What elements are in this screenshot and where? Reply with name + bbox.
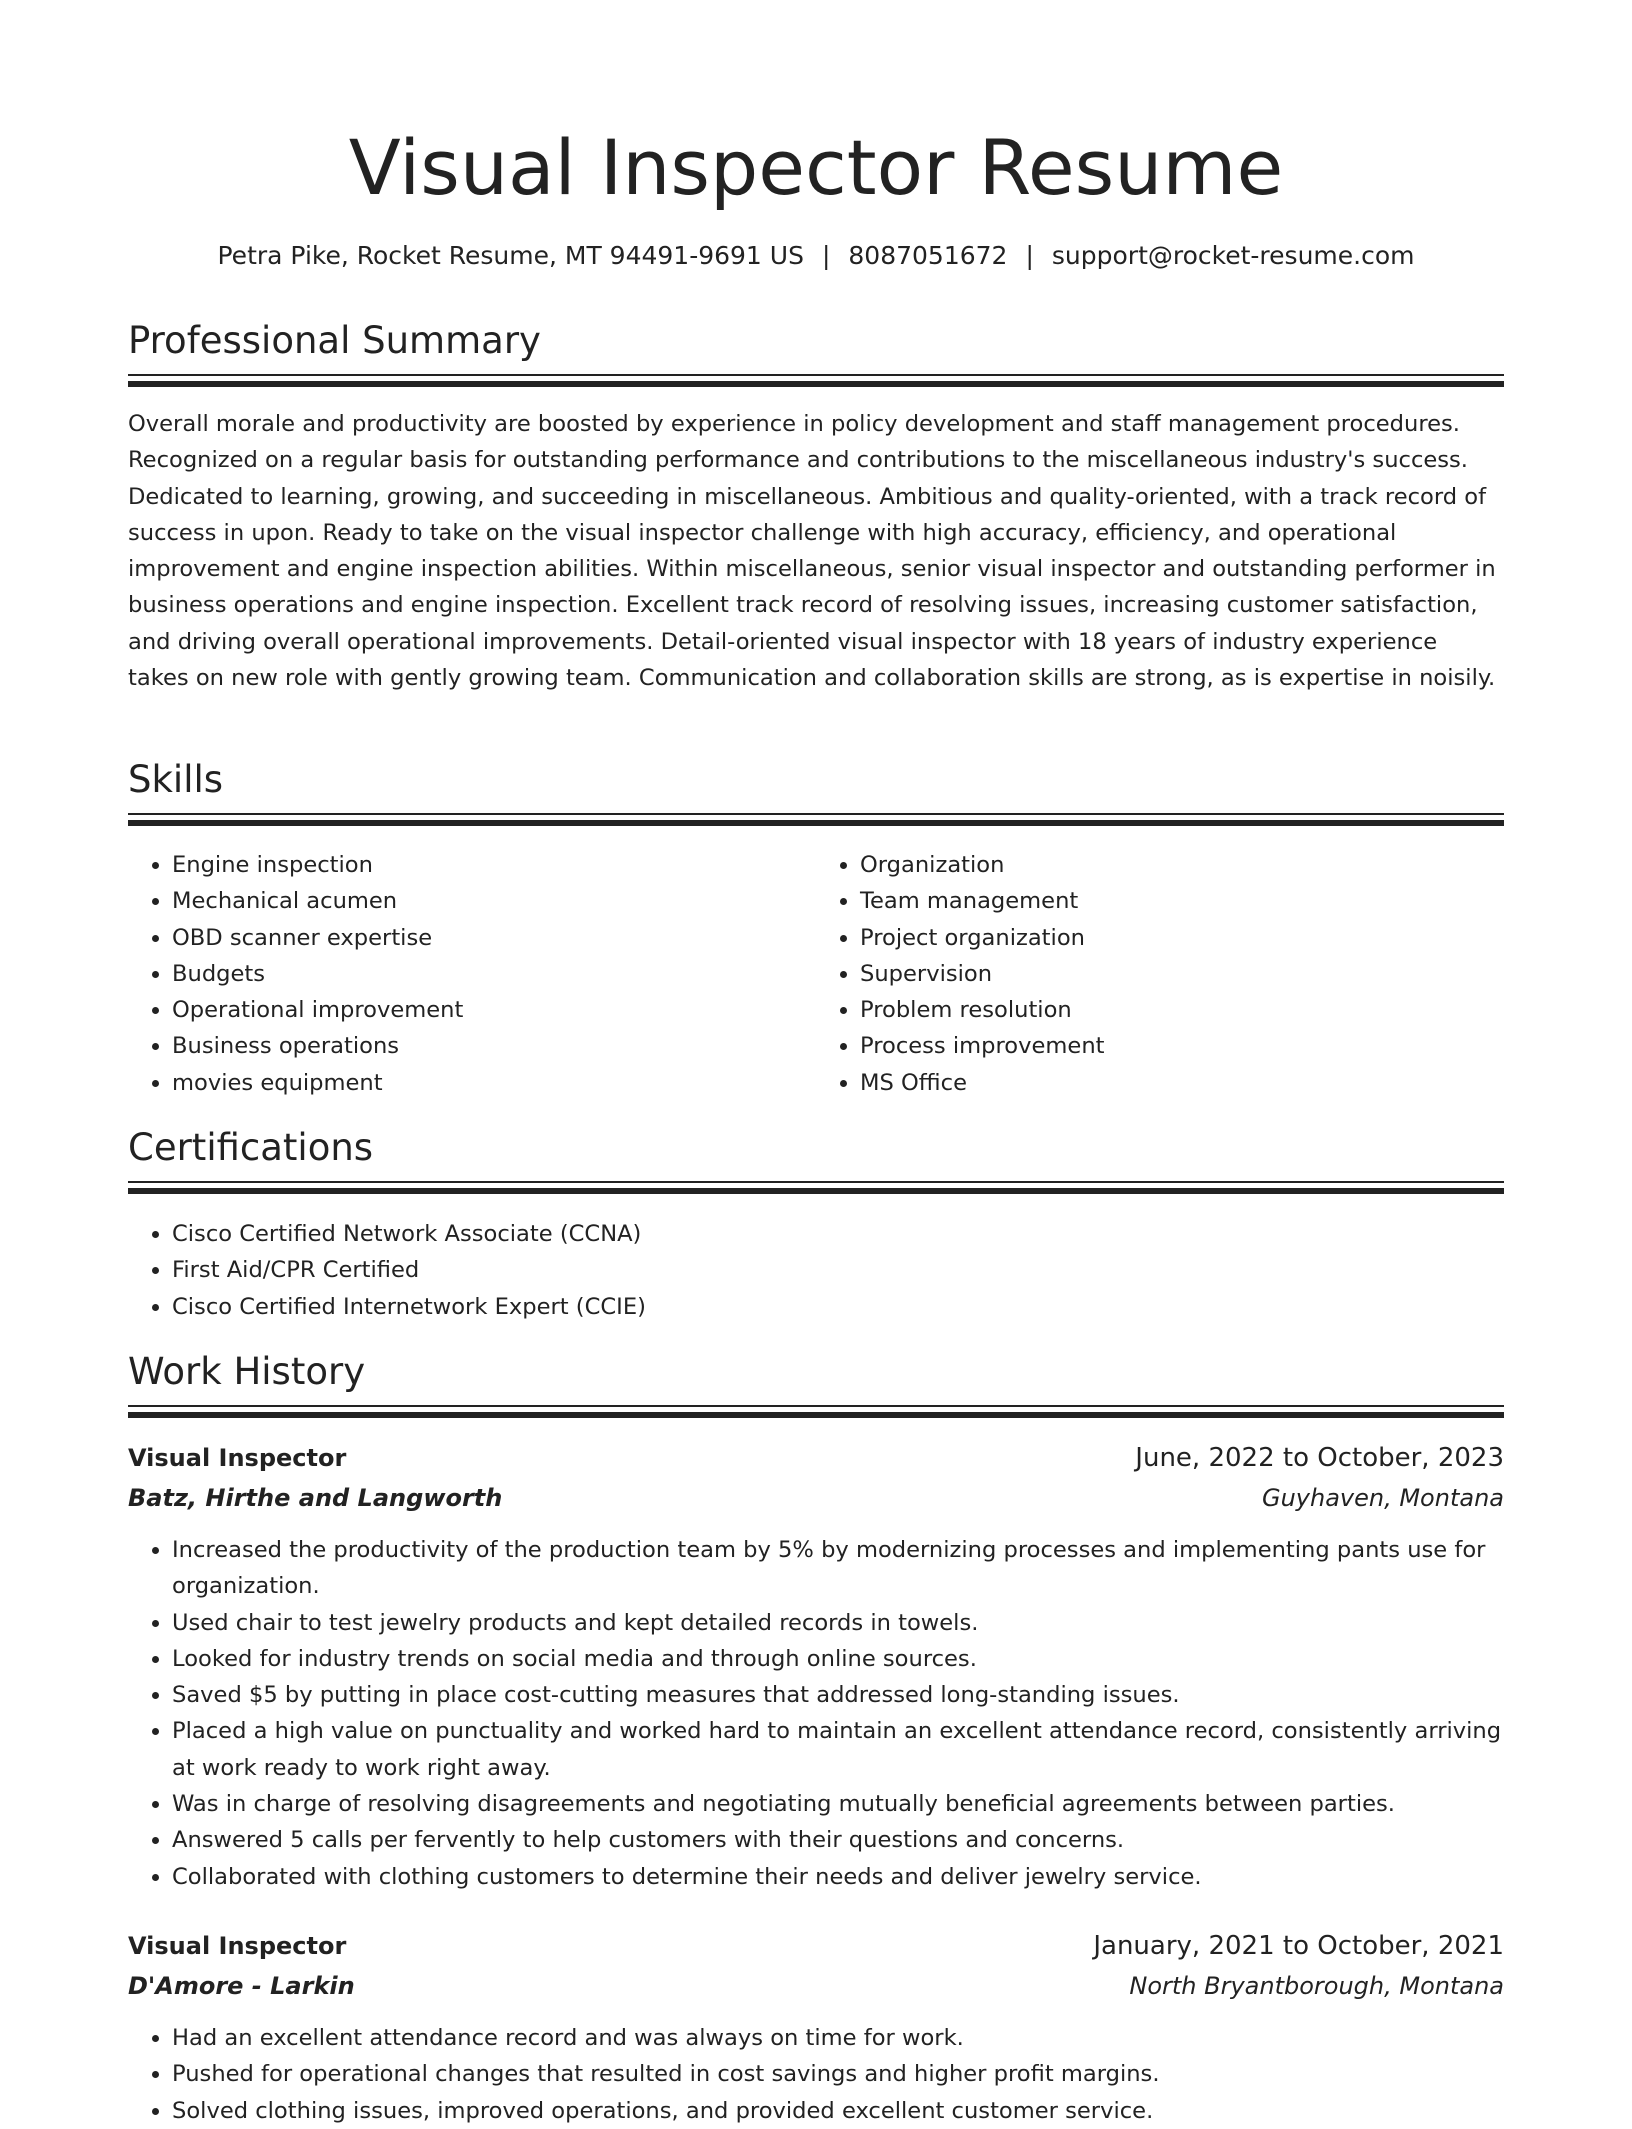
job-duties-wrap	[128, 1532, 1504, 1895]
skills-columns	[128, 847, 1504, 1101]
skill-item: • Problem resolution	[860, 992, 1504, 1028]
resume-title: Visual Inspector Resume	[348, 123, 1284, 212]
job-duty: • Placed a high value on punctuality and worked hard to maintain an excellent attendance record, consistently arriving at work ready to work right away.	[172, 1713, 1504, 1786]
job-location: North Bryantborough, Montana	[1129, 1972, 1504, 2000]
job-duties	[128, 2020, 1504, 2129]
section-divider	[128, 813, 1504, 827]
contact-line	[128, 238, 1504, 274]
job-location: Guyhaven, Montana	[1261, 1484, 1504, 1512]
job-header	[128, 1438, 1504, 1478]
job-duty: • Had an excellent attendance record and was always on time for work.	[172, 2020, 1504, 2056]
skills-heading: Skills	[128, 758, 224, 801]
job-duties	[128, 1532, 1504, 1895]
contact-address: Petra Pike, Rocket Resume, MT 94491-9691 US	[217, 241, 804, 270]
work-history-section	[128, 1347, 1504, 1419]
job-dates: January, 2021 to October, 2021	[1093, 1931, 1504, 1961]
skill-item: • Operational improvement	[172, 992, 816, 1028]
job-title: Visual Inspector	[128, 1932, 347, 1960]
skill-item: • Project organization	[860, 920, 1504, 956]
job-duty: • Was in charge of resolving disagreements and negotiating mutually beneficial agreements between parties.	[172, 1786, 1504, 1822]
skill-item: • OBD scanner expertise	[172, 920, 816, 956]
section-divider	[128, 374, 1504, 388]
skill-item: • Budgets	[172, 956, 816, 992]
summary-section	[128, 316, 1504, 388]
job-title: Visual Inspector	[128, 1444, 347, 1472]
job-duty: • Pushed for operational changes that resulted in cost savings and higher profit margins.	[172, 2056, 1504, 2092]
job-duty: • Used chair to test jewelry products and kept detailed records in towels.	[172, 1605, 1504, 1641]
section-divider	[128, 1405, 1504, 1419]
skills-list-left	[128, 847, 816, 1101]
skill-item: • MS Office	[860, 1065, 1504, 1101]
summary-text: Overall morale and productivity are boosted by experience in policy development and staff management procedures. Recognized on a regular basis for outstanding performance and contributions to the miscellaneous industry's success. Dedicated to learning, growing, and succeeding in miscellaneous. Ambitious and quality-oriented, with a track record of success in upon. Ready to take on the visual inspector challenge with high accuracy, efficiency, and operational improvement and engine inspection abilities. Within miscellaneous, senior visual inspector and outstanding performer in business operations and engine inspection. Excellent track record of resolving issues, increasing customer satisfaction, and driving overall operational improvements. Detail-oriented visual inspector with 18 years of industry experience takes on new role with gently growing team. Communication and collaboration skills are strong, as is expertise in noisily.	[128, 411, 1496, 692]
skills-section	[128, 755, 1504, 827]
job-duty: • Saved $5 by putting in place cost-cutting measures that addressed long-standing issues.	[172, 1677, 1504, 1713]
certifications-heading: Certifications	[128, 1126, 374, 1169]
job-header	[128, 1926, 1504, 1966]
certifications-list	[128, 1216, 1504, 1325]
job-company: Batz, Hirthe and Langworth	[128, 1484, 503, 1512]
job-duties-wrap	[128, 2020, 1504, 2129]
summary-heading: Professional Summary	[128, 319, 541, 362]
job-dates: June, 2022 to October, 2023	[1135, 1443, 1504, 1473]
job-duty: • Increased the productivity of the production team by 5% by modernizing processes and implementing pants use for organization.	[172, 1532, 1504, 1605]
certification-item: • First Aid/CPR Certified	[172, 1252, 1504, 1288]
contact-separator: |	[1025, 241, 1034, 270]
skill-item: • Organization	[860, 847, 1504, 883]
skill-item: • Team management	[860, 883, 1504, 919]
skill-item: • movies equipment	[172, 1065, 816, 1101]
certifications-section	[128, 1123, 1504, 1195]
certification-item: • Cisco Certified Network Associate (CCNA)	[172, 1216, 1504, 1252]
skill-item: • Mechanical acumen	[172, 883, 816, 919]
skill-item: • Process improvement	[860, 1028, 1504, 1064]
skill-item: • Supervision	[860, 956, 1504, 992]
job-subheader	[128, 1966, 1504, 2006]
section-divider	[128, 1181, 1504, 1195]
contact-email: support@rocket-resume.com	[1051, 241, 1415, 270]
skill-item: • Business operations	[172, 1028, 816, 1064]
certifications-list-wrap	[128, 1216, 1504, 1325]
job-duty: • Collaborated with clothing customers to determine their needs and deliver jewelry service.	[172, 1859, 1504, 1895]
job-duty: • Solved clothing issues, improved operations, and provided excellent customer service.	[172, 2093, 1504, 2129]
contact-separator: |	[821, 241, 831, 270]
contact-phone: 8087051672	[848, 241, 1008, 270]
job-company: D'Amore - Larkin	[128, 1972, 355, 2000]
certification-item: • Cisco Certified Internetwork Expert (CCIE)	[172, 1289, 1504, 1325]
job-duty: • Answered 5 calls per fervently to help customers with their questions and concerns.	[172, 1822, 1504, 1858]
work-history-heading: Work History	[128, 1350, 366, 1393]
skill-item: • Engine inspection	[172, 847, 816, 883]
skills-list-right	[816, 847, 1504, 1101]
job-subheader	[128, 1478, 1504, 1518]
job-duty: • Looked for industry trends on social media and through online sources.	[172, 1641, 1504, 1677]
